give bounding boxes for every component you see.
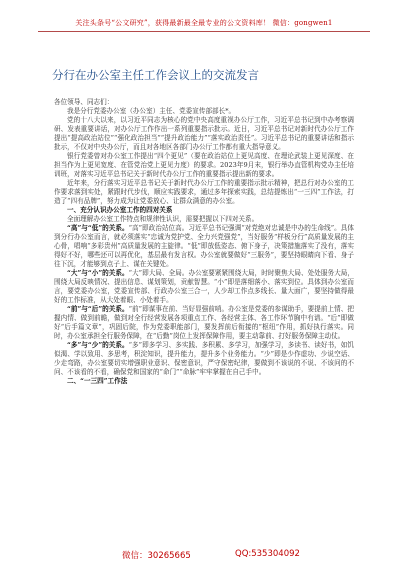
paragraph: 近年来，分行落实习近平总书记关于新时代办公厅工作的重要指示批示精神，把总行对办公室的工作要求落到实处，紧跟时代步伐，顺应实践要求，通过多年探索实践，总结提炼出“一三四”工作法，打造了“四有品牌”，努力成为让党委放心、让群众满意的办公室。 — [54, 179, 354, 205]
relation-body: “前”即谋事在前、当好显强前哨。办公室是党委的参谋助手，要提前上情、把握内情、做到前瞻，做到对全行经营发展各项重点工作、各经营主体、各工作环节胸中有谱。“后”即做好“后手篇文章”，巩固后院，作为党委职能部门，要发挥前后衔接的“枢纽”作用，抓好执行落实。同时，办公室承担全行服务保障，在“后勤”岗位上发挥保障作用，要主动靠前、打好服务保障主动仗。 — [54, 305, 354, 340]
relation-big-small — [54, 269, 354, 305]
wechat-contact: 微信：30265665 — [122, 551, 191, 561]
paragraph: 我是分行党委办公室（办公室）主任、党委宣传部部长*。 — [67, 107, 236, 115]
relation-front-back — [54, 305, 354, 341]
paragraph: 党的十八大以来，以习近平同志为核心的党中央高度重视办公厅工作，习近平总书记到中办考察调研、发表重要讲话，对办公厅工作作出一系列重要指示批示。近日，习近平总书记对新时代办公厅工作提出“提高政治站位”“强化政治担当”“提升政治能力”“落实政治责任”。习近平总书记的重要讲话和指示批示，不仅对中央办公厅，而且对各地区各部门办公厅工作都有重大指导意义。 — [54, 116, 354, 151]
paragraph: 银行党委曾对办公室工作提出“四个更见”（要在政治站位上更见高度、在理论武装上更见深度、在担当作为上更见宽度、在管党治党上更见力度）的要求。2023年9月末，银行举办直管机构党办主任培训班，对落实习近平总书记关于新时代办公厅工作的重要指示提出新的要求。 — [54, 152, 354, 178]
relation-body: “大”即大局、全局。办公室要紧紧围绕大局，时时聚焦大局、处处服务大局，围绕大局反映情况、提出信息、谋划策划，贡献智慧。“小”即是落细落小、落实到位。具体到办公室而言，要党委办公室，党委宣传部、行政办公室三合一，人少却工作点多线长、量大面广，要坚持做得最好的工作标准，从大处着眼、小处着手。 — [54, 269, 354, 304]
promo-banner: 关注头条号“公文研究”，获得最新最全最专业的公文资料库！ 微信：gongwen1 — [75, 19, 333, 27]
relation-body: “多”即多学习、多实践、多积累、多学习，加强学习，多读书、读好书，如饥似渴、学以致用、多思考，积淀知识，提升能力，提升多个业务能力。“少”即是少作虚功、少说空话、少走弯路，办公室要切实增强职业意识、保密意识，严守保密纪律，要做到不该说的不说、不该问的不问、不该看的不看，确保党和国家的“命门”“命脉”牢牢掌握在自己手中。 — [54, 341, 354, 376]
relation-lead: “多”与“少”的关系。 — [67, 341, 129, 349]
section-heading-1: 一、充分认识办公室工作的四对关系 — [67, 206, 173, 214]
relation-high-low — [54, 224, 354, 269]
document-title: 分行在办公室主任工作会议上的交流发言 — [52, 68, 259, 82]
qq-contact: QQ:535304092 — [235, 549, 300, 559]
relation-lead: “前”与“后”的关系。 — [67, 305, 129, 313]
document-body — [54, 98, 354, 386]
salutation: 各位领导、同志们： — [54, 98, 114, 106]
relation-lead: “大”与“小”的关系。 — [67, 269, 129, 277]
section-intro: 全面理解办公室工作特点和规律性认识，需要把握以下四对关系。 — [67, 215, 259, 223]
relation-many-few — [54, 341, 354, 377]
section-heading-2: 二、“一三四”工作法 — [67, 377, 128, 385]
relation-lead: “高”与“低”的关系。 — [67, 224, 129, 232]
relation-body: “高”即政治站位高。习近平总书记强调“对党绝对忠诚是中办的生命线”。具体到分行办公室而言，就必须落实“忠诚为党护党、全力兴党强党”，当好服务“样板分行”高质量发展的主心骨，唱响“多彩贵州”高质量发展的主旋律。“低”即放低姿态、俯下身子，决策措施落实了没有，落实得好不好，哪些还可以再优化，基层最有发言权。办公室就要做好“三服务”，要坚持眼睛向下看、身子往下沉，才能够到点子上、谋在关键处。 — [54, 224, 355, 268]
header-rule — [38, 31, 370, 32]
